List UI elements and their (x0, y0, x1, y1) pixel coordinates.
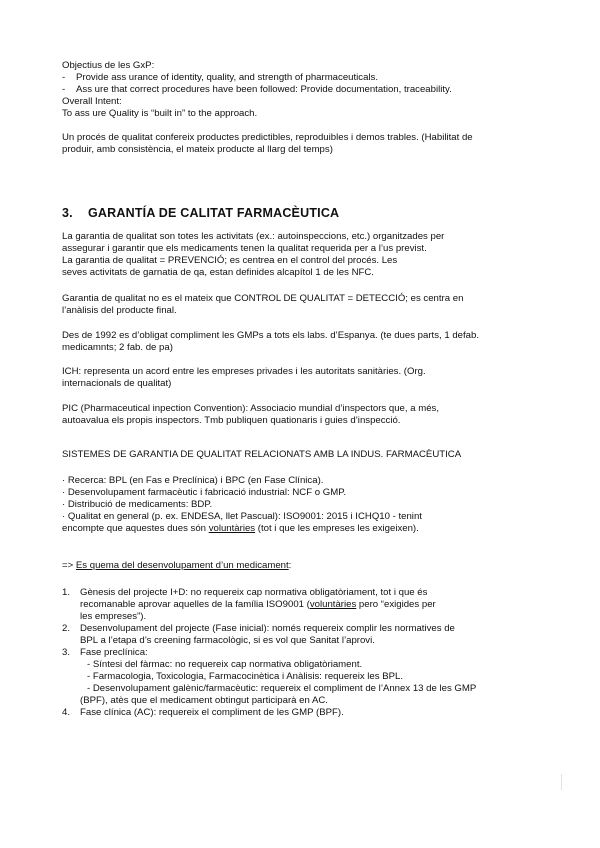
para4-line-1: ICH: representa un acord entre les empreses privades i les autoritats sanitàries. (Org. (62, 366, 426, 377)
step-3-line-1: Fase preclínica: (80, 647, 148, 658)
para1-line-2: assegurar i garantir que els medicaments tenen la qualitat requerida per a l’us previst. (62, 243, 427, 254)
para4-line-2: internacionals de qualitat) (62, 378, 172, 389)
systems-item-4: · Qualitat en general (p. ex. ENDESA, llet Pascual): ISO9001: 2015 i ICHQ10 - tenint (62, 511, 422, 522)
section-number: 3. (62, 206, 73, 220)
dash-mark: - (62, 72, 66, 83)
scheme-title: Es quema del desenvolupament d’un medicament (75, 560, 289, 571)
step-3-sub-3: - Desenvolupament galènic/farmacèutic: requereix el compliment de l’Annex 13 de les GMP (87, 683, 477, 694)
step-1-line-3: les empreses”). (80, 611, 147, 622)
intent-text: To ass ure Quality is “built in” to the approach. (62, 108, 258, 119)
arrow-prefix: => (62, 560, 76, 571)
step-1-line-2 (80, 599, 436, 611)
quality-process-line-2: produir, amb consistència, el mateix producte al llarg del temps) (62, 144, 333, 155)
step-2-number: 2. (62, 623, 71, 634)
section-title: GARANTÍA DE CALITAT FARMACÈUTICA (88, 206, 340, 220)
text-span: encompte que aquestes dues són (62, 523, 209, 534)
para1-line-4: seves activitats de garnatia de qa, estan definides alcapítol 1 de les NFC. (62, 267, 374, 278)
step-2-line-2: BPL a l’etapa d’s creening farmacològic, si es vol que Sanitat l’aprovi. (80, 635, 375, 646)
dash-mark: - (62, 84, 66, 95)
para1-line-1: La garantia de qualitat son totes les activitats (ex.: autoinspeccions, etc.) organitzades per (62, 231, 445, 242)
systems-item-1: · Recerca: BPL (en Fas e Preclínica) i BPC (en Fase Clínica). (62, 475, 324, 486)
para5-line-1: PIC (Pharmaceutical inpection Convention): Associacio mundial d’inspectors que, a més, (62, 403, 440, 414)
systems-item-2: · Desenvolupament farmacèutic i fabricació industrial: NCF o GMP. (62, 487, 347, 498)
gxp-bullet-1-text: Provide ass urance of identity, quality, and strength of pharmaceuticals. (76, 72, 379, 83)
systems-item-3: · Distribució de medicaments: BDP. (62, 499, 213, 510)
step-4-line-1: Fase clínica (AC): requereix el compliment de les GMP (BPF). (80, 707, 344, 718)
quality-process-line-1: Un procés de qualitat confereix productes predictibles, reproduibles i demos trables. (Habilitat de (62, 132, 473, 143)
text-span: (tot i que les empreses les exigeixen). (255, 523, 419, 534)
step-2-line-1: Desenvolupament del projecte (Fase inicial): només requereix complir les normatives de (80, 623, 455, 634)
step-1-line-1: Gènesis del projecte I+D: no requereix cap normativa obligatòriament, tot i que és (80, 587, 428, 598)
text-span: recomanable aprovar aquelles de la família ISO9001 ( (80, 599, 310, 610)
step-3-sub-1: - Síntesi del fàrmac: no requereix cap normativa obligatòriament. (87, 659, 363, 670)
step-3-sub-3-continued: (BPF), atès que el medicament obtingut participarà en AC. (80, 695, 328, 706)
gxp-bullet-2-text: Ass ure that correct procedures have been followed: Provide documentation, traceability. (76, 84, 452, 95)
section-heading (62, 205, 339, 221)
gxp-heading: Objectius de les GxP: (62, 60, 155, 71)
systems-heading: SISTEMES DE GARANTIA DE QUALITAT RELACIONATS AMB LA INDUS. FARMACÈUTICA (62, 449, 462, 460)
para2-line-2: l’anàlisis del producte final. (62, 305, 177, 316)
para3-line-1: Des de 1992 es d’obligat compliment les GMPs a tots els labs. d’Espanya. (te dues parts, 1 defab. (62, 330, 480, 341)
intent-heading: Overall Intent: (62, 96, 122, 107)
margin-mark (561, 774, 562, 790)
para5-line-2: autoavalua els propis inspectors. Tmb publiquen quationaris i guies d’inspecció. (62, 415, 401, 426)
gxp-bullet-2 (62, 84, 452, 96)
para1-line-3: La garantia de qualitat = PREVENCIÓ; es centrea en el control del procés. Les (62, 255, 398, 266)
text-span: : (288, 560, 292, 571)
underlined-text: voluntàries (309, 599, 357, 610)
scheme-heading (62, 560, 291, 572)
step-3-number: 3. (62, 647, 71, 658)
para2-line-1: Garantia de qualitat no es el mateix que CONTROL DE QUALITAT = DETECCIÓ; es centra en (62, 293, 464, 304)
text-span: pero “exigides per (356, 599, 436, 610)
step-1-number: 1. (62, 587, 71, 598)
step-3-sub-2: - Farmacologia, Toxicologia, Farmacocinètica i Anàlisis: requereix les BPL. (87, 671, 404, 682)
step-4-number: 4. (62, 707, 71, 718)
underlined-text: voluntàries (208, 523, 256, 534)
gxp-bullet-1 (62, 72, 378, 84)
systems-item-4-continued (62, 523, 419, 535)
para3-line-2: medicamnts; 2 fab. de pa) (62, 342, 173, 353)
